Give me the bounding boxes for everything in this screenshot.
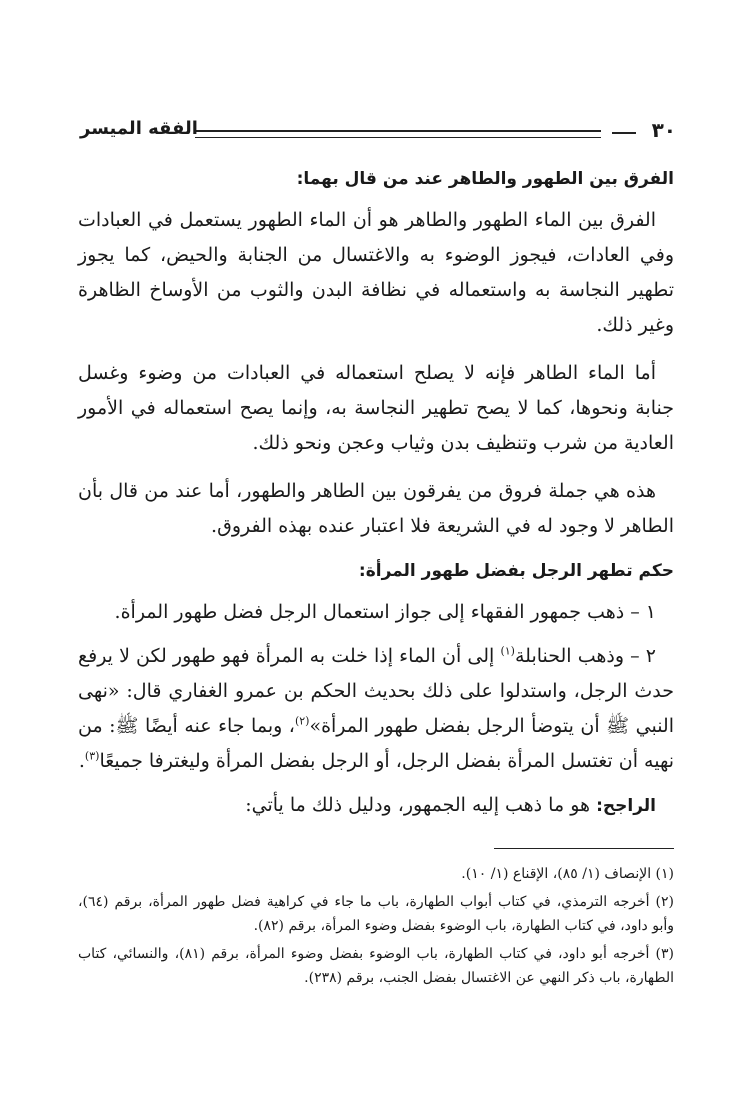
item2-text-b: إلى أن الماء إذا خلت به المرأة فهو طهور لكن لا يرفع حدث الرجل، واستدلوا على ذلك بحديث الحكم بن عمرو الغفاري قال: «نهى النبي ﷺ أن يتوضأ الرجل بفضل طهور المرأة» [78,645,674,737]
rajih-text: هو ما ذهب إليه الجمهور، ودليل ذلك ما يأتي: [245,794,597,816]
page-number: ٣٠ [651,118,676,142]
section-heading-difference: الفرق بين الطهور والطاهر عند من قال بهما: [296,169,674,189]
item2-text-c: ، وبما جاء عنه أيضًا ﷺ: من نهيه أن تغتسل المرأة بفضل الرجل، أو الرجل بفضل المرأة وليغترفا جميعًا [78,715,674,772]
book-title: الفقه الميسر [80,118,198,139]
header-rule-short [612,132,636,134]
paragraph: الفرق بين الماء الطهور والطاهر هو أن الماء الطهور يستعمل في العبادات وفي العادات، فيجوز الوضوء به والاغتسال من الجنابة والحيض، كما يجوز تطهير النجاسة به واستعماله في نظافة البدن والثوب من الأوساخ الظاهرة وغير ذلك. [78,209,674,336]
item2-text-a: ٢ – وذهب الحنابلة [514,645,656,667]
list-item-1: ١ – ذهب جمهور الفقهاء إلى جواز استعمال الرجل فضل طهور المرأة. [114,601,656,623]
running-header [80,118,676,148]
footnote-ref-1[interactable]: (١) [500,644,515,658]
rajih-label: الراجح: [596,796,656,816]
paragraph: هذه هي جملة فروق من يفرقون بين الطاهر والطهور، أما عند من قال بأن الطاهر لا وجود له في الشريعة فلا اعتبار عنده بهذه الفروق. [78,480,674,537]
footnote-ref-3[interactable]: (٣) [84,749,100,763]
footnote-1: (١) الإنصاف (١/ ٨٥)، الإقناع (١/ ١٠). [461,866,674,882]
item2-text-d: . [78,750,85,772]
footnote-3: (٣) أخرجه أبو داود، في كتاب الطهارة، باب الوضوء بفضل وضوء المرأة، برقم (٨١)، والنسائي، كتاب الطهارة، باب ذكر النهي عن الاغتسال بفضل الجنب، برقم (٢٣٨). [78,946,674,986]
header-rule [195,130,601,138]
section-heading-ruling: حكم تطهر الرجل بفضل طهور المرأة: [358,561,674,581]
footnote-2: (٢) أخرجه الترمذي، في كتاب أبواب الطهارة، باب ما جاء في كراهية فضل طهور المرأة، برقم (٦٤)، وأبو داود، في كتاب الطهارة، باب الوضوء بفضل وضوء المرأة، برقم (٨٢). [78,894,674,934]
main-text [78,165,674,837]
paragraph: أما الماء الطاهر فإنه لا يصلح استعماله في العبادات من وضوء وغسل جنابة ونحوها، كما لا يصح تطهير النجاسة به، وإنما يصح استعماله في الأمور العادية من شرب وتنظيف بدن وثياب وعجن ونحو ذلك. [78,362,674,454]
list-item-2 [78,639,674,779]
footnote-divider [494,848,674,849]
footnote-ref-2[interactable]: (٢) [294,714,310,728]
preponderant-opinion [78,788,674,824]
footnotes [78,862,674,994]
